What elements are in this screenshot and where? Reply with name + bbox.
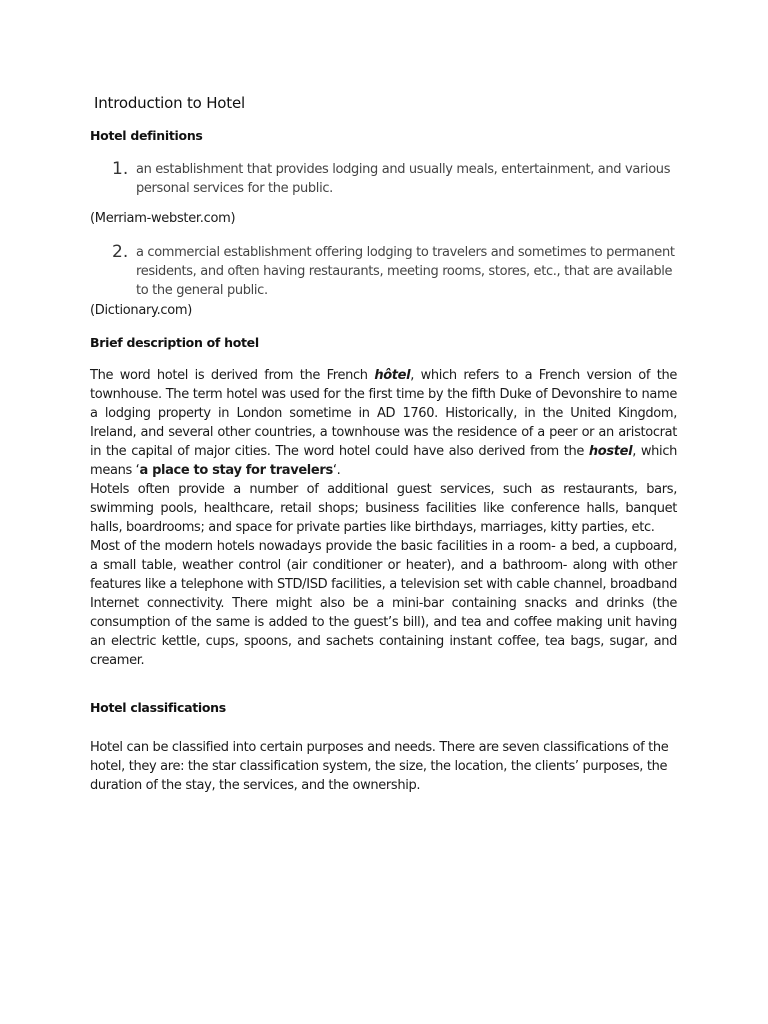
document-title: Introduction to Hotel [94, 94, 245, 112]
definition-source: (Dictionary.com) [90, 303, 193, 318]
brief-description-heading: Brief description of hotel [90, 335, 259, 350]
definition-item [112, 243, 682, 300]
services-paragraph: Hotels often provide a number of additional guest services, such as restaurants, bars, swimming pools, healthcare, retail shops; business facilities like conference halls, banquet halls, boardrooms; and space for private parties like birthdays, marriages, kitty parties, etc. [90, 482, 677, 535]
paragraph-text: , which means ‘ [90, 444, 678, 478]
paragraph-text: , which refers to a French version of the townhouse. The term hotel was used for the first time by the fifth Duke of Devonshire to name a lodging property in London sometime in AD 1760. Historically, in the United Kingdom, Ireland, and several other countries, a townhouse was the residence of a peer or an aristocrat in the capital of major cities. The word hotel could have also derived from the [90, 368, 677, 459]
emphasis-hotel-french: hôtel [374, 368, 411, 383]
emphasis-hostel: hostel [588, 444, 633, 459]
paragraph-text: ‘. [332, 463, 341, 478]
classifications-paragraph: Hotel can be classified into certain purposes and needs. There are seven classifications of the hotel, they are: the star classification system, the size, the location, the clients’ purposes, the duration of the stay, the services, and the ownership. [90, 740, 669, 793]
list-number: 1. [112, 159, 129, 179]
definition-item [112, 160, 682, 198]
list-number: 2. [112, 242, 129, 262]
definition-text: an establishment that provides lodging and usually meals, entertainment, and various personal services for the public. [136, 162, 671, 196]
definition-source: (Merriam-webster.com) [90, 211, 236, 226]
definitions-heading: Hotel definitions [90, 128, 203, 143]
brief-paragraph [90, 366, 677, 480]
definition-text: a commercial establishment offering lodging to travelers and sometimes to permanent residents, and often having restaurants, meeting rooms, stores, etc., that are available to the general public. [136, 245, 675, 298]
paragraph-text: The word hotel is derived from the French [90, 368, 375, 383]
facilities-paragraph: Most of the modern hotels nowadays provide the basic facilities in a room- a bed, a cupboard, a small table, weather control (air conditioner or heater), and a bathroom- along with other features like a telephone with STD/ISD facilities, a television set with cable channel, broadband Internet connectivity. There might also be a mini-bar containing snacks and drinks (the consumption of the same is added to the guest’s bill), and tea and coffee making unit having an electric kettle, cups, spoons, and sachets containing instant coffee, tea bags, sugar, and creamer. [90, 539, 677, 668]
emphasis-meaning: a place to stay for travelers [139, 463, 333, 478]
classifications-heading: Hotel classifications [90, 700, 226, 715]
